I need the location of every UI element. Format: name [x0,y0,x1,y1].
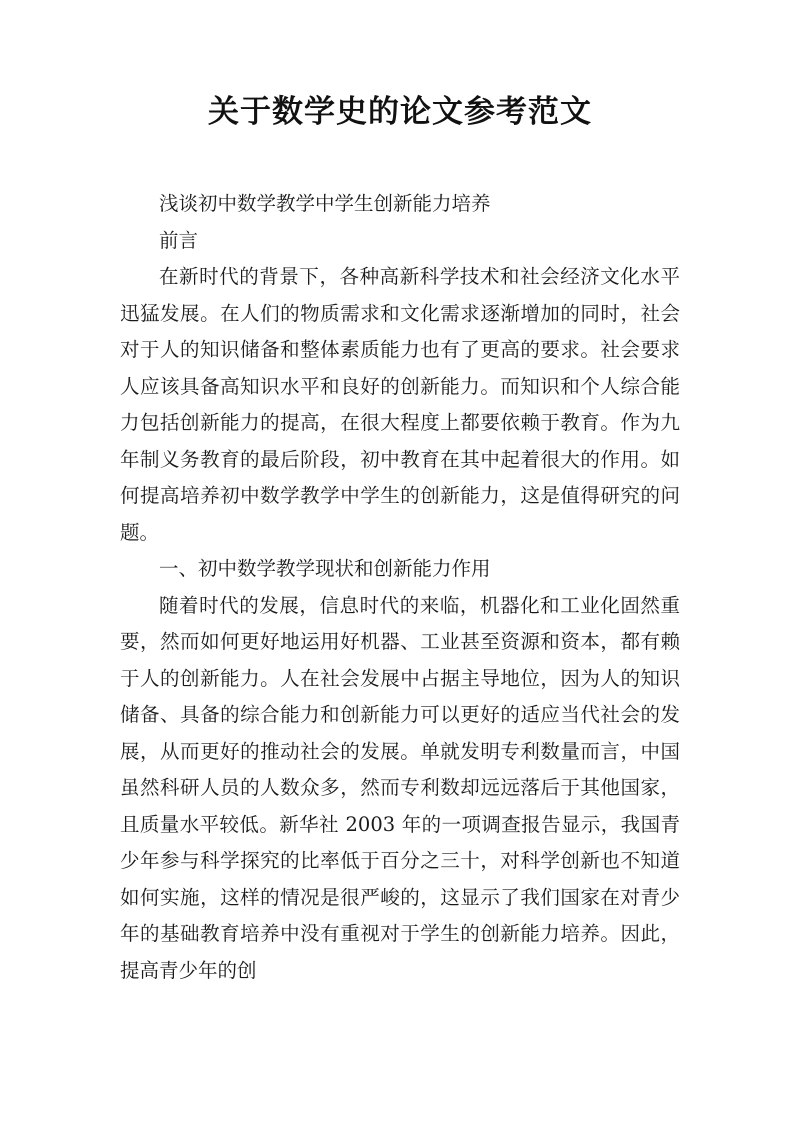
section-heading-1: 一、初中数学教学现状和创新能力作用 [159,557,491,580]
document-title: 关于数学史的论文参考范文 [208,94,592,130]
body-paragraph: 在新时代的背景下，各种高新科学技术和社会经济文化水平迅猛发展。在人们的物质需求和文化需求逐渐增加的同时，社会对于人的知识储备和整体素质能力也有了更高的要求。社会要求人应该具备高知识水平和良好的创新能力。而知识和个人综合能力包括创新能力的提高，在很大程度上都要依赖于教育。作为九年制义务教育的最后阶段，初中教育在其中起着很大的作用。如何提高培养初中数学教学中学生的创新能力，这是值得研究的问题。 [120,265,680,544]
section-heading-preface: 前言 [159,228,199,252]
body-paragraph: 随着时代的发展，信息时代的来临，机器化和工业化固然重要，然而如何更好地运用好机器、工业甚至资源和资本，都有赖于人的创新能力。人在社会发展中占据主导地位，因为人的知识储备、具备的综合能力和创新能力可以更好的适应当代社会的发展，从而更好的推动社会的发展。单就发明专利数量而言，中国虽然科研人员的人数众多，然而专利数却远远落后于其他国家，且质量水平较低。新华社 2003 年的一项调查报告显示，我国青少年参与科学探究的比率低于百分之三十，对科学创新也不知道如何实施，这样的情况是很严峻的，这显示了我们国家在对青少年的基础教育培养中没有重视对于学生的创新能力培养。因此，提高青少年的创 [120,593,680,982]
article-subtitle: 浅谈初中数学教学中学生创新能力培养 [159,192,491,215]
document-body [120,186,680,989]
